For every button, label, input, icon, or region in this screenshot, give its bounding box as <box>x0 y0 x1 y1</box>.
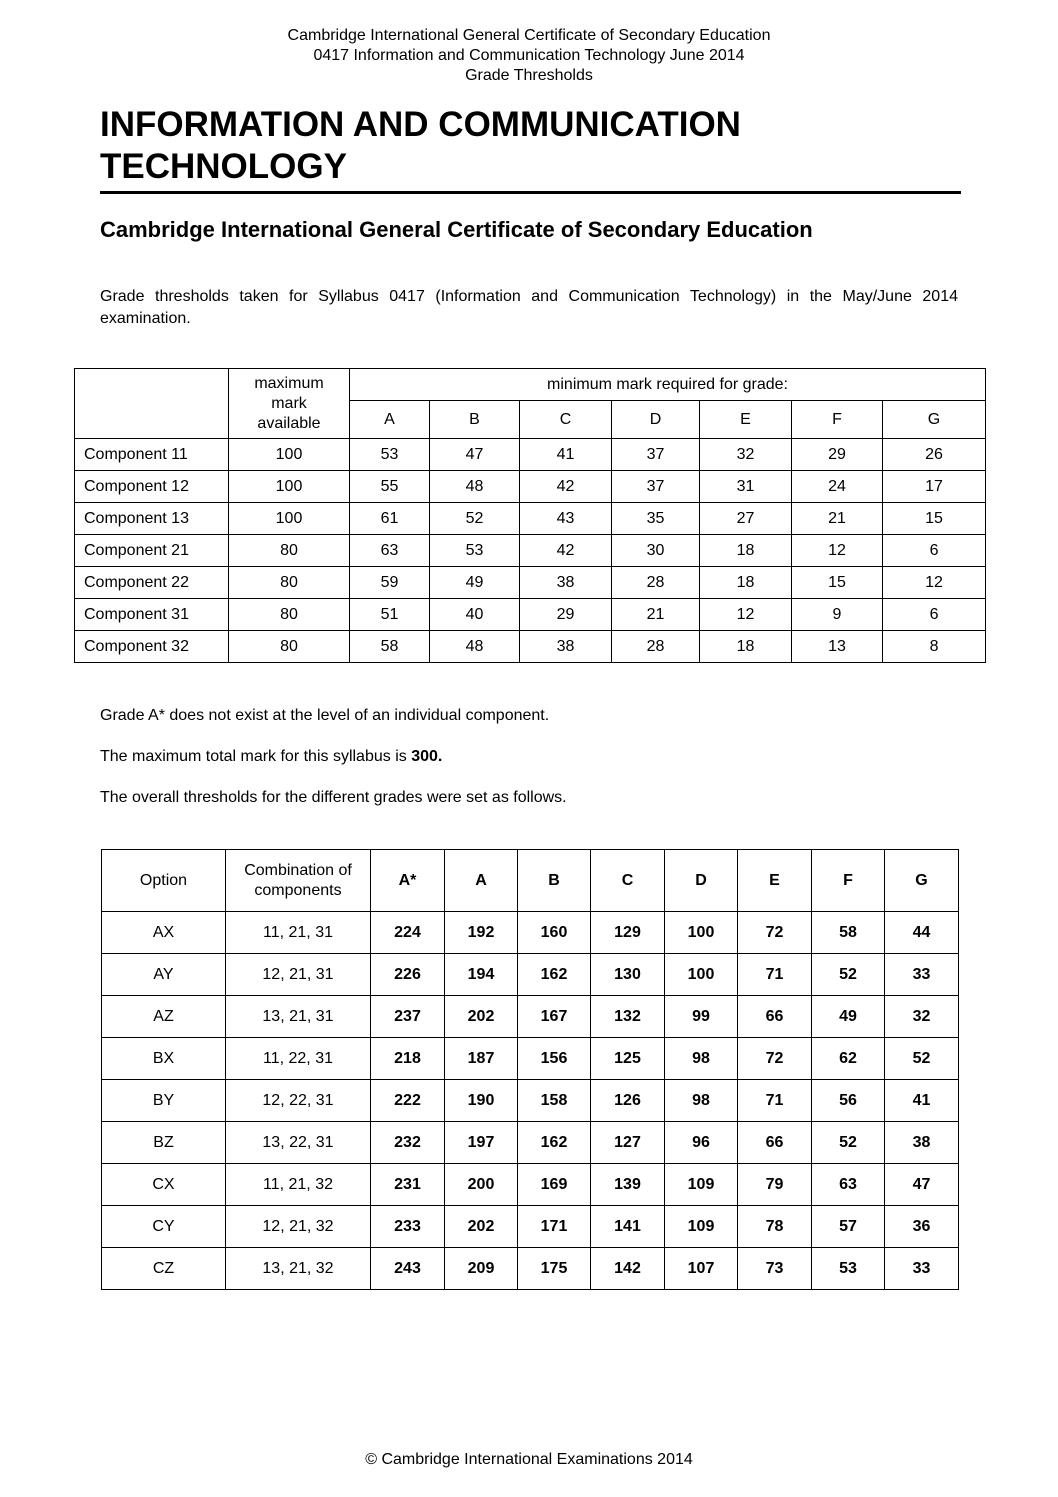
overall-mark-cell: 71 <box>738 954 812 996</box>
combination-cell: 12, 21, 31 <box>226 954 371 996</box>
overall-mark-cell: 209 <box>445 1248 518 1290</box>
table-row <box>102 1206 959 1248</box>
grade-mark-cell: 61 <box>350 503 430 535</box>
grade-mark-cell: 13 <box>792 631 883 663</box>
grade-header-a: A <box>350 401 430 439</box>
combination-header: Combination of components <box>226 850 371 912</box>
combination-cell: 11, 21, 32 <box>226 1164 371 1206</box>
component-header-blank <box>75 369 229 439</box>
overall-mark-cell: 169 <box>518 1164 591 1206</box>
overall-grade-header-5: E <box>738 850 812 912</box>
overall-mark-cell: 57 <box>812 1206 885 1248</box>
grade-mark-cell: 6 <box>883 535 986 567</box>
overall-mark-cell: 202 <box>445 996 518 1038</box>
grade-mark-cell: 18 <box>700 535 792 567</box>
grade-mark-cell: 15 <box>792 567 883 599</box>
grade-mark-cell: 12 <box>883 567 986 599</box>
option-cell: CY <box>102 1206 226 1248</box>
page-title <box>100 104 962 188</box>
grade-mark-cell: 30 <box>612 535 700 567</box>
grade-mark-cell: 18 <box>700 631 792 663</box>
grade-mark-cell: 29 <box>792 439 883 471</box>
overall-mark-cell: 129 <box>591 912 665 954</box>
overall-mark-cell: 33 <box>885 1248 959 1290</box>
table-row <box>102 1248 959 1290</box>
table-row <box>75 535 986 567</box>
table-row <box>102 912 959 954</box>
overall-mark-cell: 107 <box>665 1248 738 1290</box>
overall-mark-cell: 52 <box>885 1038 959 1080</box>
grade-mark-cell: 38 <box>520 567 612 599</box>
grade-header-g: G <box>883 401 986 439</box>
grade-header-c: C <box>520 401 612 439</box>
overall-mark-cell: 202 <box>445 1206 518 1248</box>
max-mark-header: maximum mark available <box>229 369 350 439</box>
overall-grade-header-3: C <box>591 850 665 912</box>
overall-mark-cell: 125 <box>591 1038 665 1080</box>
table-row <box>75 439 986 471</box>
overall-mark-cell: 38 <box>885 1122 959 1164</box>
overall-mark-cell: 222 <box>371 1080 445 1122</box>
grade-mark-cell: 52 <box>430 503 520 535</box>
overall-mark-cell: 58 <box>812 912 885 954</box>
overall-table-body <box>102 912 959 1290</box>
component-name: Component 11 <box>75 439 229 471</box>
grade-mark-cell: 63 <box>350 535 430 567</box>
grade-mark-cell: 35 <box>612 503 700 535</box>
combination-cell: 13, 21, 31 <box>226 996 371 1038</box>
overall-mark-cell: 162 <box>518 954 591 996</box>
header-line-2: 0417 Information and Communication Technology June 2014 <box>313 47 745 64</box>
overall-mark-cell: 142 <box>591 1248 665 1290</box>
overall-mark-cell: 237 <box>371 996 445 1038</box>
overall-mark-cell: 175 <box>518 1248 591 1290</box>
table-row <box>102 1164 959 1206</box>
combination-cell: 12, 21, 32 <box>226 1206 371 1248</box>
overall-mark-cell: 63 <box>812 1164 885 1206</box>
table-row <box>102 996 959 1038</box>
table-row <box>75 503 986 535</box>
overall-mark-cell: 158 <box>518 1080 591 1122</box>
max-total-note <box>100 748 442 766</box>
max-mark-cell: 80 <box>229 631 350 663</box>
overall-mark-cell: 233 <box>371 1206 445 1248</box>
grade-mark-cell: 17 <box>883 471 986 503</box>
overall-mark-cell: 71 <box>738 1080 812 1122</box>
overall-mark-cell: 72 <box>738 1038 812 1080</box>
overall-grade-header-0: A* <box>371 850 445 912</box>
overall-mark-cell: 194 <box>445 954 518 996</box>
overall-header-row <box>102 850 959 912</box>
max-mark-cell: 100 <box>229 439 350 471</box>
overall-mark-cell: 41 <box>885 1080 959 1122</box>
grade-header-f: F <box>792 401 883 439</box>
combination-cell: 11, 21, 31 <box>226 912 371 954</box>
grade-mark-cell: 26 <box>883 439 986 471</box>
table-row <box>102 954 959 996</box>
table-row <box>75 471 986 503</box>
overall-mark-cell: 132 <box>591 996 665 1038</box>
max-mark-cell: 80 <box>229 599 350 631</box>
overall-mark-cell: 130 <box>591 954 665 996</box>
astar-note: Grade A* does not exist at the level of an individual component. <box>100 707 550 724</box>
grade-mark-cell: 47 <box>430 439 520 471</box>
overall-mark-cell: 66 <box>738 996 812 1038</box>
overall-mark-cell: 73 <box>738 1248 812 1290</box>
grade-mark-cell: 40 <box>430 599 520 631</box>
grade-mark-cell: 37 <box>612 439 700 471</box>
grade-mark-cell: 59 <box>350 567 430 599</box>
table-row <box>75 567 986 599</box>
overall-mark-cell: 190 <box>445 1080 518 1122</box>
component-name: Component 21 <box>75 535 229 567</box>
component-name: Component 31 <box>75 599 229 631</box>
overall-grade-header-7: G <box>885 850 959 912</box>
overall-mark-cell: 98 <box>665 1080 738 1122</box>
grade-mark-cell: 53 <box>350 439 430 471</box>
overall-mark-cell: 66 <box>738 1122 812 1164</box>
overall-mark-cell: 32 <box>885 996 959 1038</box>
grade-mark-cell: 53 <box>430 535 520 567</box>
option-cell: BY <box>102 1080 226 1122</box>
grade-header-e: E <box>700 401 792 439</box>
table-row <box>75 631 986 663</box>
combination-cell: 13, 21, 32 <box>226 1248 371 1290</box>
max-total-value: 300. <box>411 748 443 765</box>
grade-mark-cell: 28 <box>612 567 700 599</box>
component-name: Component 32 <box>75 631 229 663</box>
component-table-body <box>75 439 986 663</box>
overall-grade-header-2: B <box>518 850 591 912</box>
overall-mark-cell: 167 <box>518 996 591 1038</box>
option-cell: AX <box>102 912 226 954</box>
overall-mark-cell: 100 <box>665 954 738 996</box>
overall-mark-cell: 156 <box>518 1038 591 1080</box>
combination-cell: 12, 22, 31 <box>226 1080 371 1122</box>
grade-mark-cell: 32 <box>700 439 792 471</box>
overall-grade-header-4: D <box>665 850 738 912</box>
overall-mark-cell: 109 <box>665 1164 738 1206</box>
overall-mark-cell: 56 <box>812 1080 885 1122</box>
page-subtitle: Cambridge International General Certificate of Secondary Education <box>100 217 813 242</box>
overall-mark-cell: 200 <box>445 1164 518 1206</box>
overall-mark-cell: 171 <box>518 1206 591 1248</box>
grade-mark-cell: 41 <box>520 439 612 471</box>
grade-mark-cell: 37 <box>612 471 700 503</box>
grade-mark-cell: 12 <box>792 535 883 567</box>
grade-mark-cell: 38 <box>520 631 612 663</box>
grade-mark-cell: 15 <box>883 503 986 535</box>
overall-mark-cell: 52 <box>812 1122 885 1164</box>
overall-mark-cell: 232 <box>371 1122 445 1164</box>
overall-grade-header-6: F <box>812 850 885 912</box>
overall-mark-cell: 187 <box>445 1038 518 1080</box>
option-cell: AY <box>102 954 226 996</box>
grade-mark-cell: 27 <box>700 503 792 535</box>
overall-mark-cell: 72 <box>738 912 812 954</box>
grade-mark-cell: 12 <box>700 599 792 631</box>
overall-mark-cell: 79 <box>738 1164 812 1206</box>
document-header <box>0 26 1058 86</box>
grade-mark-cell: 42 <box>520 471 612 503</box>
grade-mark-cell: 8 <box>883 631 986 663</box>
copyright-footer: © Cambridge International Examinations 2014 <box>365 1451 693 1468</box>
overall-mark-cell: 78 <box>738 1206 812 1248</box>
overall-mark-cell: 127 <box>591 1122 665 1164</box>
option-header: Option <box>102 850 226 912</box>
overall-mark-cell: 62 <box>812 1038 885 1080</box>
component-threshold-table <box>74 368 986 663</box>
overall-threshold-table <box>101 849 959 1290</box>
overall-mark-cell: 197 <box>445 1122 518 1164</box>
overall-mark-cell: 47 <box>885 1164 959 1206</box>
grade-mark-cell: 43 <box>520 503 612 535</box>
option-cell: CZ <box>102 1248 226 1290</box>
overall-mark-cell: 224 <box>371 912 445 954</box>
max-mark-cell: 80 <box>229 535 350 567</box>
max-total-text: The maximum total mark for this syllabus is <box>100 748 412 765</box>
option-cell: BZ <box>102 1122 226 1164</box>
max-mark-cell: 80 <box>229 567 350 599</box>
header-line-1: Cambridge International General Certificate of Secondary Education <box>287 27 771 44</box>
intro-paragraph: Grade thresholds taken for Syllabus 0417 (Information and Communication Technology) in the May/June 2014 examination. <box>100 288 958 327</box>
grade-mark-cell: 6 <box>883 599 986 631</box>
component-name: Component 12 <box>75 471 229 503</box>
grade-mark-cell: 48 <box>430 631 520 663</box>
overall-mark-cell: 218 <box>371 1038 445 1080</box>
grade-mark-cell: 42 <box>520 535 612 567</box>
overall-mark-cell: 243 <box>371 1248 445 1290</box>
table-row <box>75 599 986 631</box>
combination-cell: 11, 22, 31 <box>226 1038 371 1080</box>
grade-mark-cell: 24 <box>792 471 883 503</box>
overall-mark-cell: 162 <box>518 1122 591 1164</box>
overall-mark-cell: 126 <box>591 1080 665 1122</box>
overall-mark-cell: 52 <box>812 954 885 996</box>
overall-mark-cell: 160 <box>518 912 591 954</box>
grade-mark-cell: 29 <box>520 599 612 631</box>
grade-mark-cell: 48 <box>430 471 520 503</box>
overall-mark-cell: 44 <box>885 912 959 954</box>
overall-mark-cell: 36 <box>885 1206 959 1248</box>
max-mark-cell: 100 <box>229 503 350 535</box>
table-row <box>102 1038 959 1080</box>
title-divider <box>100 191 961 194</box>
grade-mark-cell: 9 <box>792 599 883 631</box>
grade-mark-cell: 21 <box>792 503 883 535</box>
component-name: Component 13 <box>75 503 229 535</box>
overall-mark-cell: 109 <box>665 1206 738 1248</box>
table-row <box>102 1080 959 1122</box>
grade-mark-cell: 18 <box>700 567 792 599</box>
overall-mark-cell: 33 <box>885 954 959 996</box>
overall-mark-cell: 98 <box>665 1038 738 1080</box>
component-name: Component 22 <box>75 567 229 599</box>
overall-grade-header-1: A <box>445 850 518 912</box>
grade-header-b: B <box>430 401 520 439</box>
page-title-line-1: INFORMATION AND COMMUNICATION <box>100 105 741 144</box>
overall-mark-cell: 99 <box>665 996 738 1038</box>
overall-mark-cell: 100 <box>665 912 738 954</box>
table-row <box>102 1122 959 1164</box>
overall-mark-cell: 49 <box>812 996 885 1038</box>
page-title-line-2: TECHNOLOGY <box>100 147 347 186</box>
grade-mark-cell: 51 <box>350 599 430 631</box>
option-cell: AZ <box>102 996 226 1038</box>
min-mark-header: minimum mark required for grade: <box>350 369 986 401</box>
overall-mark-cell: 53 <box>812 1248 885 1290</box>
grade-header-d: D <box>612 401 700 439</box>
option-cell: BX <box>102 1038 226 1080</box>
grade-mark-cell: 49 <box>430 567 520 599</box>
max-mark-cell: 100 <box>229 471 350 503</box>
grade-mark-cell: 28 <box>612 631 700 663</box>
overall-note: The overall thresholds for the different grades were set as follows. <box>100 789 567 806</box>
overall-mark-cell: 141 <box>591 1206 665 1248</box>
option-cell: CX <box>102 1164 226 1206</box>
grade-mark-cell: 31 <box>700 471 792 503</box>
combination-cell: 13, 22, 31 <box>226 1122 371 1164</box>
overall-mark-cell: 231 <box>371 1164 445 1206</box>
overall-mark-cell: 192 <box>445 912 518 954</box>
grade-mark-cell: 58 <box>350 631 430 663</box>
overall-mark-cell: 226 <box>371 954 445 996</box>
overall-mark-cell: 96 <box>665 1122 738 1164</box>
grade-mark-cell: 55 <box>350 471 430 503</box>
overall-mark-cell: 139 <box>591 1164 665 1206</box>
grade-mark-cell: 21 <box>612 599 700 631</box>
header-line-3: Grade Thresholds <box>465 67 593 84</box>
